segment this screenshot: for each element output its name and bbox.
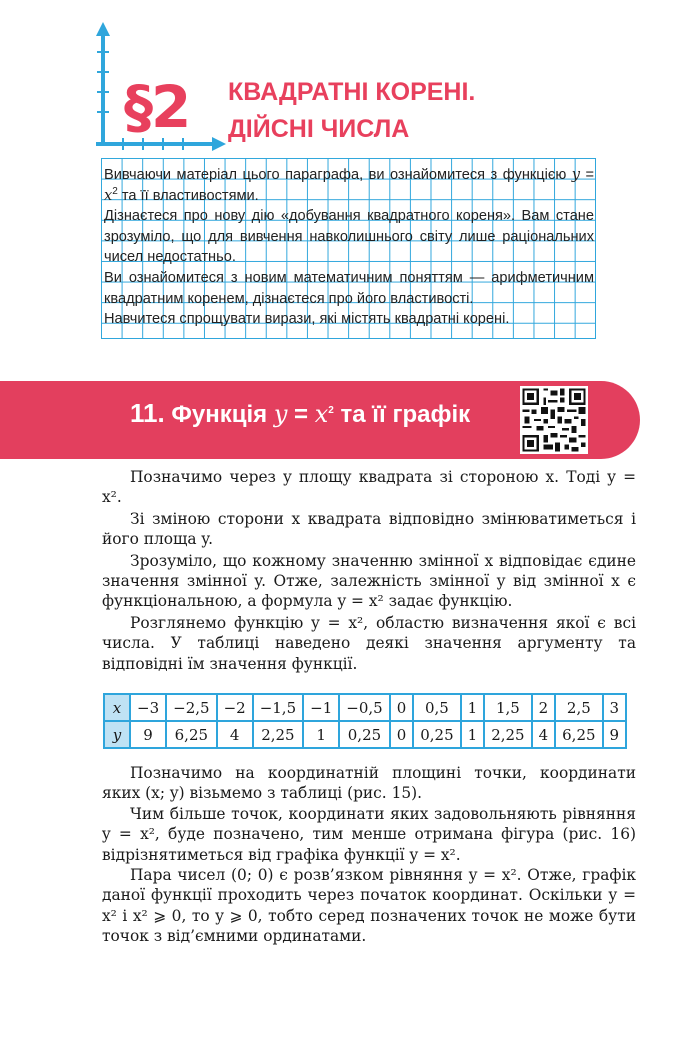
intro-paragraph-2: Дізнаєтеся про нову дію «добування квадратного кореня». Вам стане зрозуміло, що для вивчення навколишнього світу лише раціональних чисел недостатньо. [104, 208, 594, 266]
intro-paragraph-3: Ви ознайомитеся з новим математичним поняттям — арифметичним квадратним коренем, дізнаєтеся про його властивості. [104, 269, 594, 307]
table-cell: −2,5 [166, 694, 216, 721]
intro-paragraph-1: Вивчаючи матеріал цього параграфа, ви ознайомитеся з функцією $y = x^2$ та її властивостями. [104, 166, 594, 204]
intro-text [104, 165, 594, 330]
table-cell: 2 [532, 694, 556, 721]
table-row-y [104, 721, 626, 748]
table-cell: −2 [217, 694, 253, 721]
table-cell: 1,5 [484, 694, 531, 721]
table-cell: 1 [303, 721, 339, 748]
section-title-line2: ДІЙСНІ ЧИСЛА [228, 115, 410, 143]
table-cell: 2,5 [555, 694, 602, 721]
table-head-y: y [104, 721, 130, 748]
topic-title: 11. Функція $y = x^2$ та її графік [130, 398, 471, 428]
intro-paragraph-4: Навчитеся спрощувати вирази, які містять квадратні корені. [104, 311, 510, 328]
table-cell: 6,25 [555, 721, 602, 748]
table-row-x [104, 694, 626, 721]
table-cell: 0 [390, 694, 414, 721]
table-cell: −3 [130, 694, 166, 721]
body-text-bottom [102, 763, 636, 947]
body-paragraph-2: Зі зміною сторони x квадрата відповідно змінюватиметься і його площа y. [102, 509, 636, 549]
section-title [228, 74, 475, 148]
body-paragraph-3: Зрозуміло, що кожному значенню змінної x відповідає єдине значення змінної y. Отже, залежність змінної y від змінної x є функціональною, а формула y = x² задає функцію. [102, 551, 636, 611]
topic-number: 11. [130, 398, 165, 428]
table-cell: −0,5 [339, 694, 389, 721]
body-text-top [102, 467, 636, 674]
table-cell: −1 [303, 694, 339, 721]
table-cell: 3 [603, 694, 627, 721]
table-cell: 0,25 [413, 721, 460, 748]
table-head-x: x [104, 694, 130, 721]
table-cell: 1 [461, 694, 485, 721]
table-cell: 0,25 [339, 721, 389, 748]
body-paragraph-7: Пара чисел (0; 0) є розв’язком рівняння y = x². Отже, графік даної функції проходить через початок координат. Оскільки y = x² і x² ⩾ 0, то y ⩾ 0, тобто серед позначених точок не може бути точок з від’ємними ординатами. [102, 866, 636, 946]
table-cell: 4 [532, 721, 556, 748]
table-cell: 4 [217, 721, 253, 748]
qr-code-icon[interactable] [520, 386, 588, 454]
table-cell: 1 [461, 721, 485, 748]
values-table [103, 693, 627, 749]
body-paragraph-5: Позначимо на координатній площині точки, координати яких (x; y) візьмемо з таблиці (рис. 15). [102, 764, 636, 803]
table-cell: 0,5 [413, 694, 460, 721]
table-cell: 6,25 [166, 721, 216, 748]
body-paragraph-6: Чим більше точок, координати яких задовольняють рівняння y = x², буде позначено, тим менше отримана фігура (рис. 16) відрізнятиметься від графіка функції y = x². [102, 804, 636, 864]
section-number: §2 [124, 73, 190, 141]
table-cell: −1,5 [253, 694, 303, 721]
table-cell: 9 [603, 721, 627, 748]
table-cell: 0 [390, 721, 414, 748]
body-paragraph-4: Розглянемо функцію y = x², областю визначення якої є всі числа. У таблиці наведено деякі значення аргументу та відповідні їм значення функції. [102, 613, 636, 673]
section-title-line1: КВАДРАТНІ КОРЕНІ. [228, 78, 476, 106]
table-cell: 9 [130, 721, 166, 748]
body-paragraph-1: Позначимо через y площу квадрата зі стороною x. Тоді y = x². [102, 468, 636, 507]
table-cell: 2,25 [484, 721, 531, 748]
table-cell: 2,25 [253, 721, 303, 748]
